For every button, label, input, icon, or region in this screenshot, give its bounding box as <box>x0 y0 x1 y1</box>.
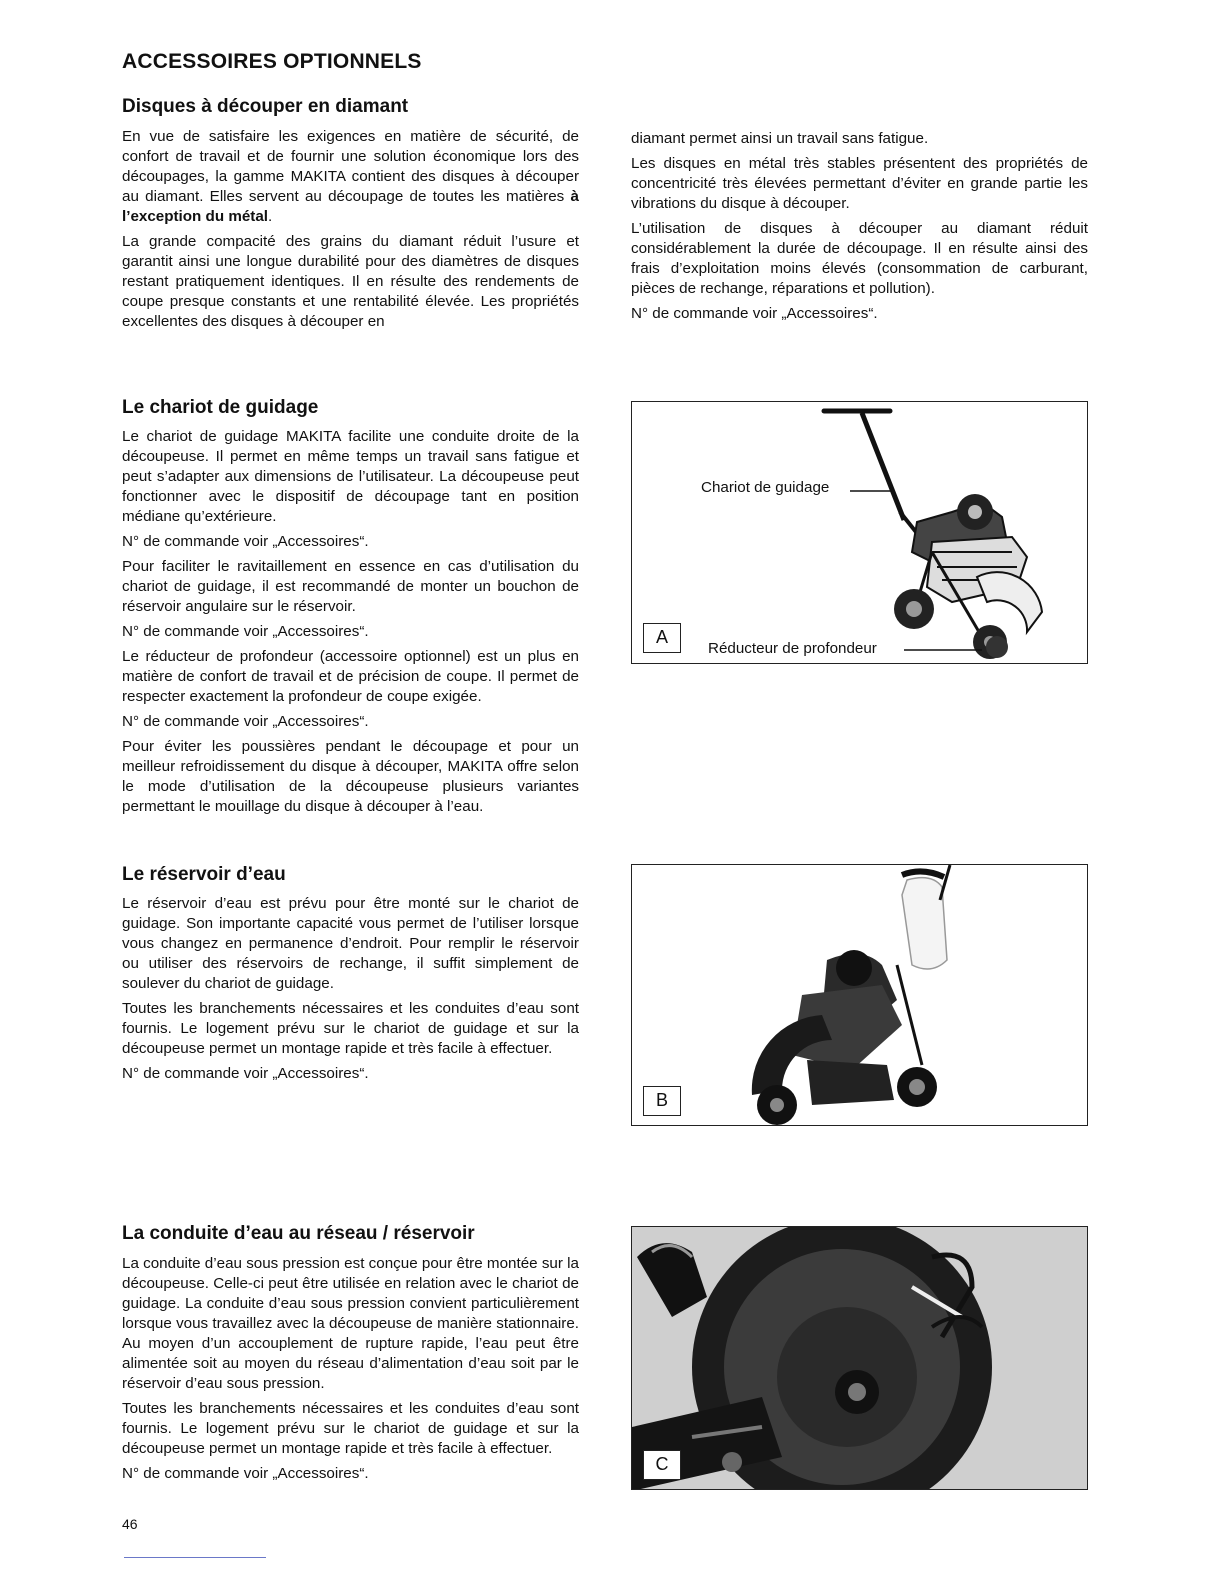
paragraph: Toutes les branchements nécessaires et les conduites d’eau sont fournis. Le logement prévu sur le chariot de guidage et sur la découpeuse permet un montage rapide et très facile à effectuer. <box>122 1400 579 1457</box>
figure-a-guide-cart <box>631 401 1088 664</box>
water-line-illustration <box>632 1227 1088 1490</box>
section-guide-cart-text <box>122 427 579 822</box>
paragraph: Le chariot de guidage MAKITA facilite une conduite droite de la découpeuse. Il permet en même temps un travail sans fatigue et peut s’adapter aux dimensions de l’utilisateur. La découpeuse peut fonctionner avec le dispositif de découpage tant en position médiane qu’extérieure. <box>122 428 579 525</box>
guide-cart-illustration <box>632 402 1088 664</box>
section-diamond-left-column <box>122 127 579 337</box>
order-number-note: N° de commande voir „Accessoires“. <box>122 533 369 550</box>
section-title-water-line: La conduite d’eau au réseau / réservoir <box>122 1223 475 1244</box>
callout-depth-reducer: Réducteur de profondeur <box>708 640 877 657</box>
figure-label: C <box>643 1450 681 1480</box>
section-water-line-text <box>122 1254 579 1489</box>
footer-divider <box>124 1557 266 1558</box>
water-tank-illustration <box>632 865 1088 1126</box>
paragraph <box>122 127 579 227</box>
order-number-note: N° de commande voir „Accessoires“. <box>122 713 369 730</box>
page-number: 46 <box>122 1516 138 1532</box>
section-water-tank-text <box>122 894 579 1089</box>
section-title-diamond-discs: Disques à découper en diamant <box>122 96 409 117</box>
figure-c-water-line <box>631 1226 1088 1490</box>
page-title: ACCESSOIRES OPTIONNELS <box>122 50 422 73</box>
figure-b-water-tank <box>631 864 1088 1126</box>
paragraph: La conduite d’eau sous pression est conçue pour être montée sur la découpeuse. Celle-ci peut être utilisée en relation avec le chariot de guidage. La conduite d’eau sous pression convient particulièrement lorsque vous travaillez avec la découpeuse de manière stationnaire. Au moyen d’un accouplement de rupture rapide, l’eau peut être alimentée soit au moyen du réseau d’alimentation d’eau soit par le réservoir d’eau sous pression. <box>122 1255 579 1392</box>
section-diamond-right-column <box>631 129 1088 329</box>
paragraph: Toutes les branchements nécessaires et les conduites d’eau sont fournis. Le logement prévu sur le chariot de guidage et sur la découpeuse permet un montage rapide et très facile à effectuer. <box>122 1000 579 1057</box>
paragraph: Le réservoir d’eau est prévu pour être monté sur le chariot de guidage. Son importante capacité vous permet de l’utiliser lorsque vous changez en permanence d’endroit. Pour remplir le réservoir ou utiliser des réservoirs de rechange, il suffit simplement de soulever du chariot de guidage. <box>122 895 579 992</box>
figure-label: B <box>643 1086 681 1116</box>
paragraph: Pour faciliter le ravitaillement en essence en cas d’utilisation du chariot de guidage, il est recommandé de monter un bouchon de réservoir angulaire sur le réservoir. <box>122 558 579 615</box>
bold-text: à l’exception du métal <box>122 188 579 225</box>
paragraph-end: . <box>268 208 273 225</box>
paragraph: La grande compacité des grains du diamant réduit l’usure et garantit ainsi une longue durabilité pour des diamètres de disques restant pratiquement identiques. Il en résulte des rendements de coupe presque constants et une rentabilité élevée. Les propriétés excellentes des disques à découper en <box>122 233 579 330</box>
order-number-note: N° de commande voir „Accessoires“. <box>631 305 878 322</box>
section-title-water-tank: Le réservoir d’eau <box>122 864 286 885</box>
paragraph: L’utilisation de disques à découper au diamant réduit considérablement la durée de découpage. Il en résulte ainsi des frais d’exploitation moins élevés (consommation de carburant, pièces de rechange, réparations et pollution). <box>631 220 1088 297</box>
paragraph: diamant permet ainsi un travail sans fatigue. <box>631 130 929 147</box>
paragraph-text: En vue de satisfaire les exigences en matière de sécurité, de confort de travail et de fournir une solution économique lors des découpages, la gamme MAKITA contient des disques à découper au diamant. Elles servent au découpage de toutes les matières <box>122 128 579 205</box>
order-number-note: N° de commande voir „Accessoires“. <box>122 623 369 640</box>
order-number-note: N° de commande voir „Accessoires“. <box>122 1465 369 1482</box>
paragraph: Les disques en métal très stables présentent des propriétés de concentricité très élevées permettant d’éviter en grande partie les vibrations du disque à découper. <box>631 155 1088 212</box>
paragraph: Pour éviter les poussières pendant le découpage et pour un meilleur refroidissement du disque à découper, MAKITA offre selon le mode d’utilisation de la découpeuse plusieurs variantes permettant le mouillage du disque à découper à l’eau. <box>122 738 579 815</box>
order-number-note: N° de commande voir „Accessoires“. <box>122 1065 369 1082</box>
callout-guide-cart: Chariot de guidage <box>701 479 830 496</box>
section-title-guide-cart: Le chariot de guidage <box>122 397 319 418</box>
figure-label: A <box>643 623 681 653</box>
paragraph: Le réducteur de profondeur (accessoire optionnel) est un plus en matière de confort de travail et de précision de coupe. Il permet de respecter exactement la profondeur de coupe exigée. <box>122 648 579 705</box>
